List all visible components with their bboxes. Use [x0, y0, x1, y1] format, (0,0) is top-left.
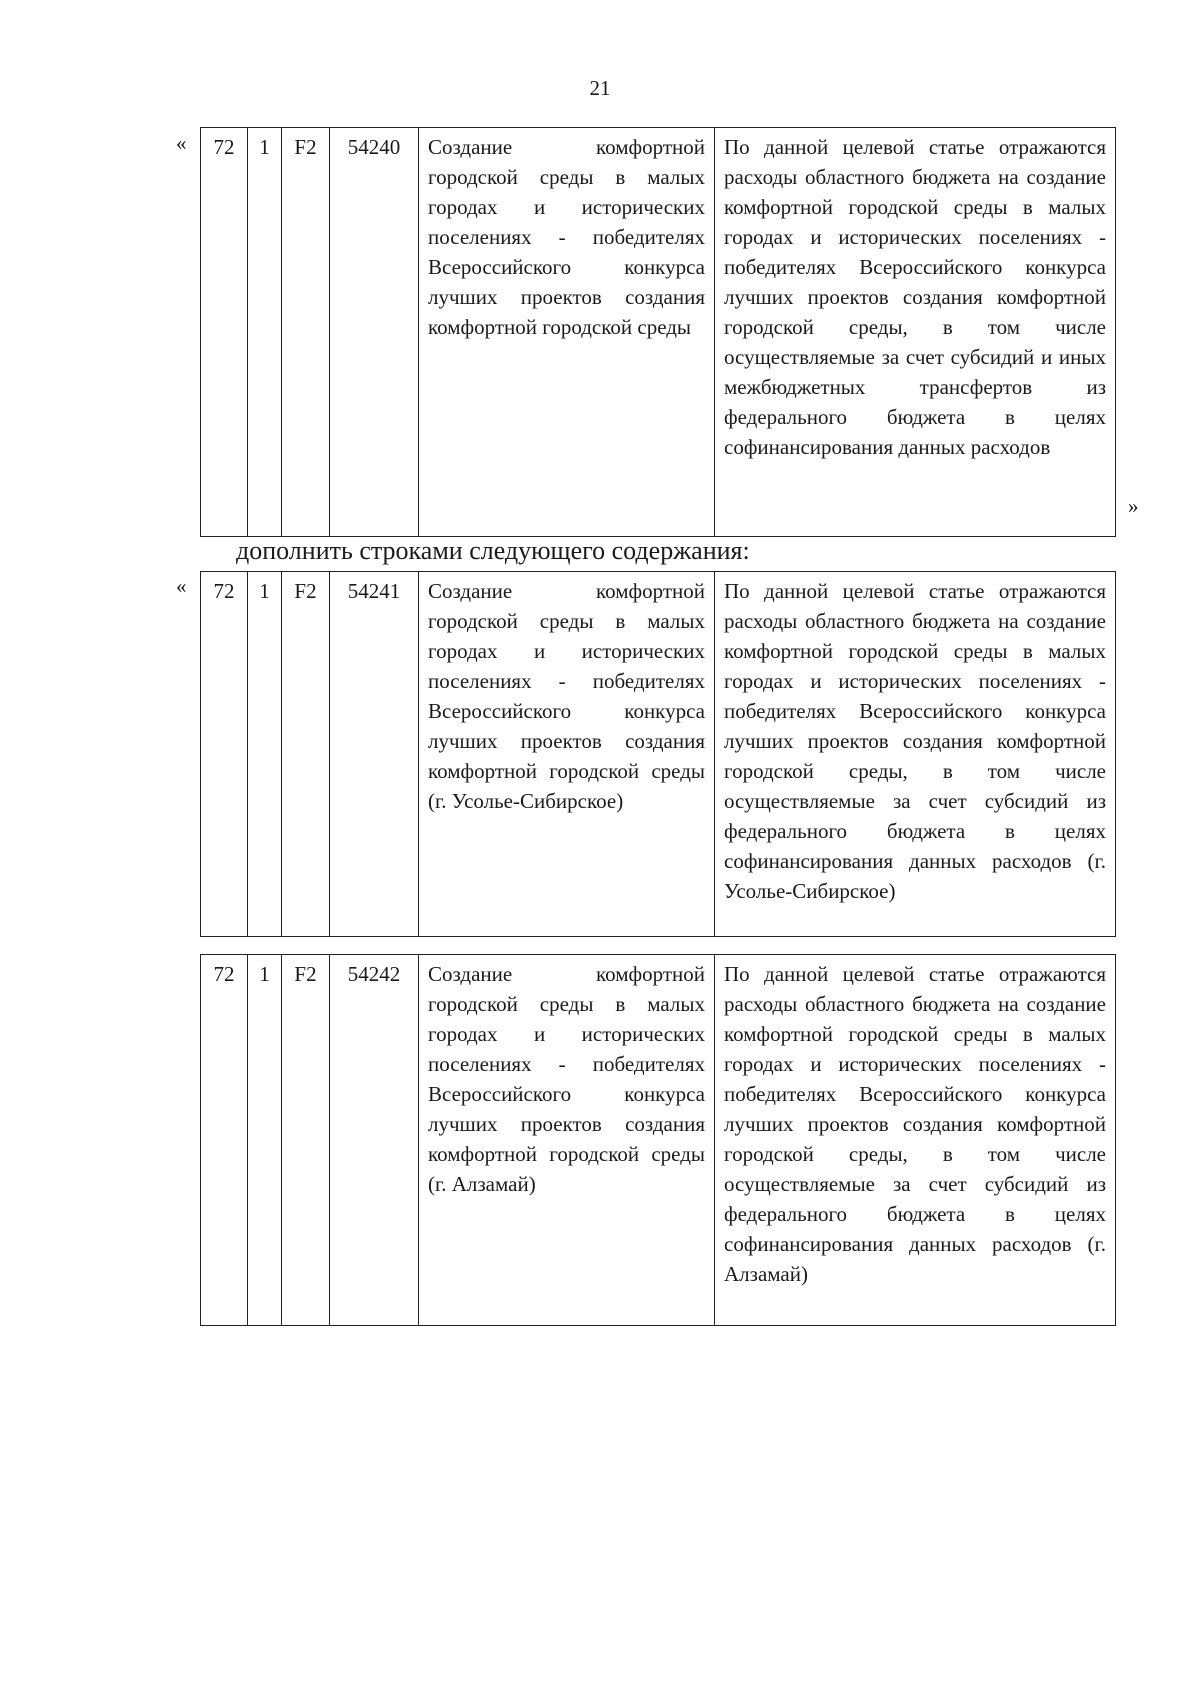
table-row: [201, 955, 1116, 1326]
code-cell: 72: [201, 955, 248, 1326]
existing-row-table: [200, 127, 1116, 537]
code-cell: F2: [282, 955, 330, 1326]
code-cell: 1: [248, 572, 282, 937]
code-cell: 1: [248, 128, 282, 537]
table-row: [201, 572, 1116, 937]
new-rows-table: [200, 571, 1116, 1326]
close-quote-1: »: [1128, 494, 1139, 518]
code-cell: 54240: [330, 128, 419, 537]
name-cell: Создание комфортной городской среды в малых городах и исторических поселениях - победителях Всероссийского конкурса лучших проектов создания комфортной городской среды: [419, 128, 715, 537]
code-cell: 54242: [330, 955, 419, 1326]
name-cell: Создание комфортной городской среды в малых городах и исторических поселениях - победителях Всероссийского конкурса лучших проектов создания комфортной городской среды (г. Алзамай): [419, 955, 715, 1326]
description-cell: По данной целевой статье отражаются расходы областного бюджета на создание комфортной городской среды в малых городах и исторических поселениях - победителях Всероссийского конкурса лучших проектов создания комфортной городской среды, в том числе осуществляемые за счет субсидий и иных межбюджетных трансфертов из федерального бюджета в целях софинансирования данных расходов: [715, 128, 1116, 537]
open-quote-1: «: [176, 131, 187, 155]
code-cell: 72: [201, 572, 248, 937]
name-cell: Создание комфортной городской среды в малых городах и исторических поселениях - победителях Всероссийского конкурса лучших проектов создания комфортной городской среды (г. Усолье-Сибирское): [419, 572, 715, 937]
description-cell: По данной целевой статье отражаются расходы областного бюджета на создание комфортной городской среды в малых городах и исторических поселениях - победителях Всероссийского конкурса лучших проектов создания комфортной городской среды, в том числе осуществляемые за счет субсидий из федерального бюджета в целях софинансирования данных расходов (г. Усолье-Сибирское): [715, 572, 1116, 937]
open-quote-2: «: [176, 574, 187, 598]
code-cell: F2: [282, 572, 330, 937]
description-cell: По данной целевой статье отражаются расходы областного бюджета на создание комфортной городской среды в малых городах и исторических поселениях - победителях Всероссийского конкурса лучших проектов создания комфортной городской среды, в том числе осуществляемые за счет субсидий из федерального бюджета в целях софинансирования данных расходов (г. Алзамай): [715, 955, 1116, 1326]
code-cell: F2: [282, 128, 330, 537]
code-cell: 72: [201, 128, 248, 537]
intro-text: дополнить строками следующего содержания:: [236, 536, 750, 565]
table-row: [201, 128, 1116, 537]
row-spacer: [201, 937, 1116, 955]
code-cell: 1: [248, 955, 282, 1326]
code-cell: 54241: [330, 572, 419, 937]
page-number: 21: [589, 76, 611, 100]
